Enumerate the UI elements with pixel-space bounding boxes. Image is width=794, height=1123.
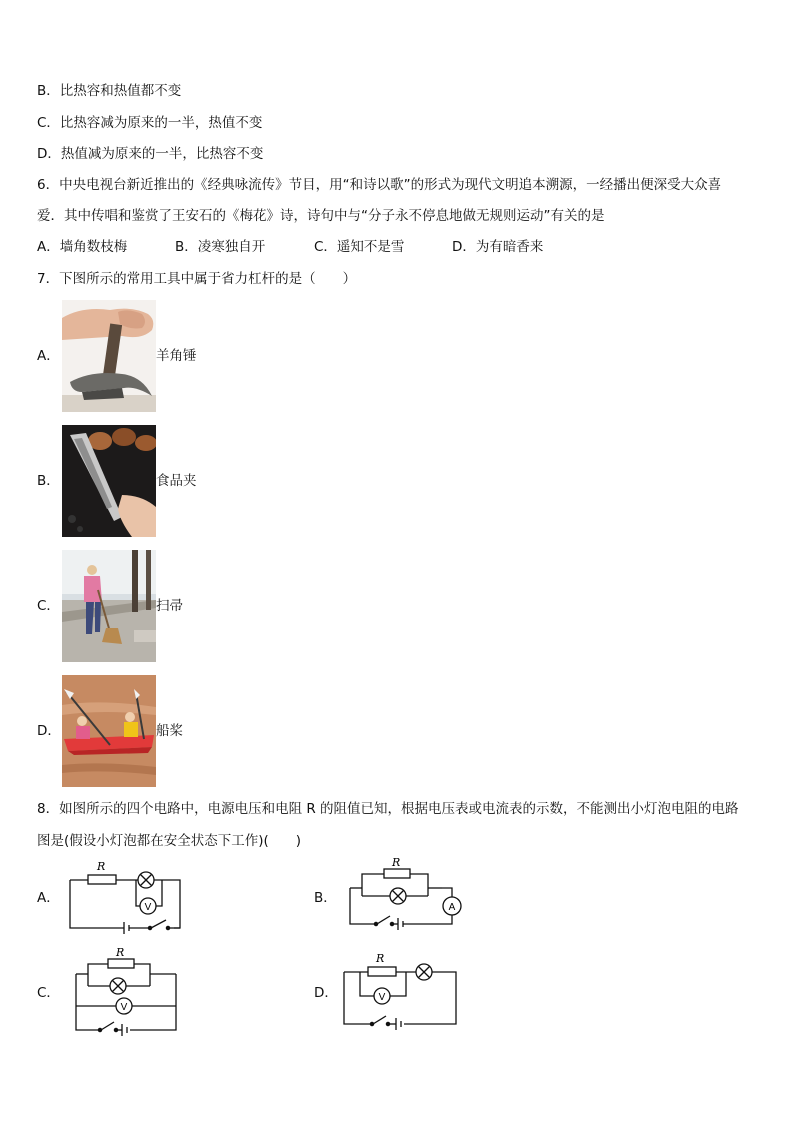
circuit-diagram-b xyxy=(346,858,471,933)
circuit-diagram-a xyxy=(66,858,186,933)
q8-stem-line2: 图是(假设小灯泡都在安全状态下工作)( ) xyxy=(37,833,302,849)
q7-option-b-letter: B． xyxy=(37,473,60,489)
q8-stem-line1: 8．如图所示的四个电路中，电源电压和电阻 R 的阻值已知，根据电压表或电流表的示数，不能测出小灯泡电阻的电路 xyxy=(37,801,739,817)
q6-option-d: D．为有暗香来 xyxy=(452,239,544,255)
food-tongs-photo xyxy=(62,425,156,537)
broom-sweeping-photo xyxy=(62,550,156,662)
voltmeter-icon: V xyxy=(144,902,152,913)
resistor-label: R xyxy=(376,952,385,965)
q7-option-d-caption: 船桨 xyxy=(156,723,183,739)
q6-option-b: B．凌寒独自开 xyxy=(175,239,266,255)
q6-stem-line1: 6．中央电视台新近推出的《经典咏流传》节目，用“和诗以歌”的形式为现代文明追本溯源，一经播出便深受大众喜 xyxy=(37,177,722,193)
q8-option-c-letter: C． xyxy=(37,985,60,1001)
resistor-label: R xyxy=(116,946,125,959)
ammeter-icon: A xyxy=(448,902,456,913)
circuit-diagram-d xyxy=(340,950,465,1030)
q8-option-b-letter: B． xyxy=(314,890,337,906)
q7-option-b-caption: 食品夹 xyxy=(156,473,197,489)
claw-hammer-photo xyxy=(62,300,156,412)
q7-option-d-letter: D． xyxy=(37,723,61,739)
q5-option-d: D．热值减为原来的一半，比热容不变 xyxy=(37,146,264,162)
resistor-label: R xyxy=(392,856,401,869)
q5-option-b: B．比热容和热值都不变 xyxy=(37,83,182,99)
kayak-paddle-photo xyxy=(62,675,156,787)
q8-option-a-letter: A． xyxy=(37,890,60,906)
q7-option-c-caption: 扫帚 xyxy=(156,598,183,614)
q6-option-c: C．遥知不是雪 xyxy=(314,239,405,255)
q7-stem: 7．下图所示的常用工具中属于省力杠杆的是（ ） xyxy=(37,271,357,287)
q8-option-d-letter: D． xyxy=(314,985,338,1001)
q5-option-c: C．比热容减为原来的一半，热值不变 xyxy=(37,115,263,131)
q6-stem-line2: 爱．其中传唱和鉴赏了王安石的《梅花》诗，诗句中与“分子永不停息地做无规则运动”有关的是 xyxy=(37,208,605,224)
q7-option-a-caption: 羊角锤 xyxy=(156,348,197,364)
q7-option-a-letter: A． xyxy=(37,348,60,364)
q7-option-c-letter: C． xyxy=(37,598,60,614)
circuit-diagram-c xyxy=(72,946,187,1035)
q6-option-a: A．墙角数枝梅 xyxy=(37,239,128,255)
voltmeter-icon: V xyxy=(378,992,386,1003)
resistor-label: R xyxy=(97,860,106,873)
voltmeter-icon: V xyxy=(120,1002,128,1013)
